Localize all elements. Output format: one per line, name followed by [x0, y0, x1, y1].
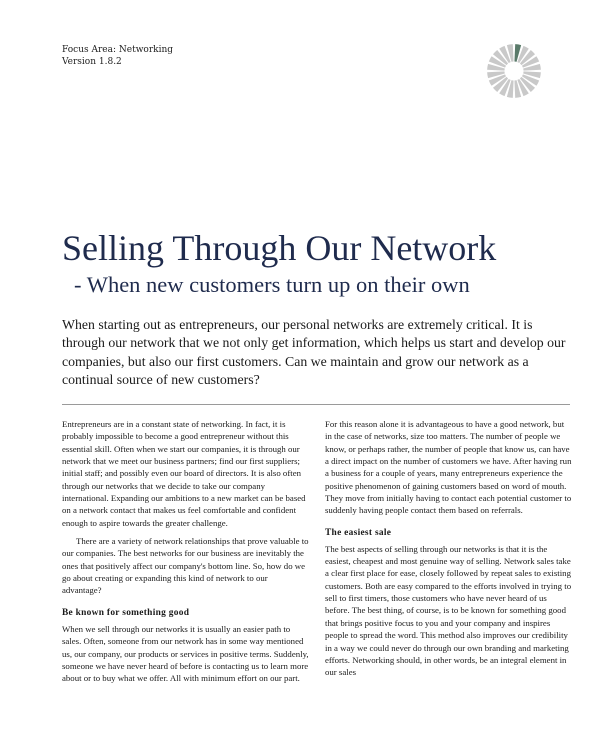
page-title: Selling Through Our Network [62, 228, 497, 268]
progress-wheel-icon [486, 43, 542, 99]
right-column [325, 418, 572, 679]
left-paragraph-1: Entrepreneurs are in a constant state of networking. In fact, it is probably impossible to become a good entrepreneur without this essential skill. Often when we start our companies, it is through our network that we meet our business partners; find our first suppliers; initial staff; and possibly even our board of directors. It is also often through our networks that we decide to take our company international. Expanding our ambitions to a new market can be based on a network contact that makes us feel comfortable and confident enough to aspire towards the greater challenge. [62, 419, 306, 528]
left-column [62, 418, 309, 685]
document-header [62, 44, 173, 68]
focus-area-label: Focus Area: Networking [62, 45, 174, 55]
section-heading-easiest-sale: The easiest sale [325, 527, 392, 538]
right-paragraph-2: The best aspects of selling through our networks is that it is the easiest, cheapest and most genuine way of selling. Network sales take a clear first place for ease, closely followed by repeat sales to existing customers. Both are easy compared to the efforts involved in trying to sell to first timers, those customers who have never heard of us before. The best thing, of course, is to be known for something good that brings positive focus to you and your company and inspires people to spread the word. This method also improves our credibility in a way we could never do through our own branding and marketing efforts. Networking should, in other words, be an integral element in our sales [325, 543, 572, 678]
page-subtitle: - When new customers turn up on their own [74, 272, 470, 297]
right-paragraph-1: For this reason alone it is advantageous to have a good network, but in the case of networks, size too matters. The number of people we know, or perhaps rather, the number of people that know us, can have a direct impact on the number of customers we have. After having run a business for a couple of years, many entrepreneurs experience the positive phenomenon of gaining customers based on word of mouth. They move from initially having to contact each potential customer to suddenly having people contact them based on referrals. [325, 419, 572, 516]
intro-paragraph: When starting out as entrepreneurs, our personal networks are extremely critical. It is through our network that we not only get information, which helps us start and develop our companies, but also our first customers. Can we maintain and grow our network as a continual source of new customers? [62, 317, 566, 388]
left-paragraph-2: There are a variety of network relationships that prove valuable to our companies. The best networks for our business are inevitably the ones that positively affect our company's bottom line. So, how do we go about creating or expanding this kind of network to our advantage? [62, 536, 309, 596]
version-label: Version 1.8.2 [62, 57, 122, 67]
left-paragraph-3: When we sell through our networks it is usually an easier path to sales. Often, someone from our network has in some way mentioned us, our company, our products or services in positive terms. Suddenly, someone we have never heard of before is contacting us to learn more about or to buy what we offer. All with minimum effort on our part. [62, 623, 309, 684]
section-divider [62, 404, 570, 405]
section-heading-known: Be known for something good [62, 607, 190, 618]
